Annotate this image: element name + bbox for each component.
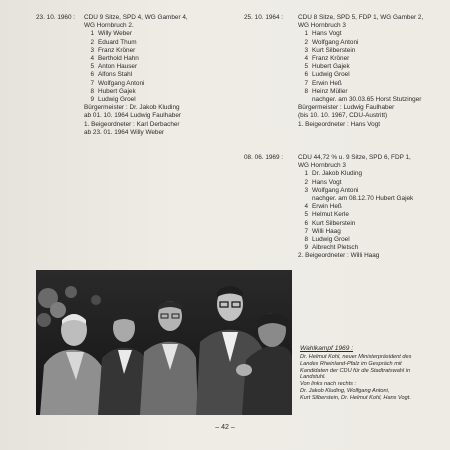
member-rank: 5: [304, 211, 308, 219]
member-rank: 2: [304, 38, 308, 46]
member-rank: 8: [90, 87, 94, 95]
member-rank: 4: [304, 203, 308, 211]
member-list: [84, 30, 188, 104]
member-item: [84, 96, 188, 104]
election-date: 23. 10. 1960 :: [36, 14, 76, 21]
member-name: Wolfgang Antoni: [312, 38, 359, 46]
deputy-line: 1. Beigeordneter : Hans Vogt: [298, 120, 381, 128]
successor-note: nachger. am 30.03.65 Horst Stutzinger: [312, 96, 422, 104]
member-name: Berthold Hahn: [98, 55, 139, 63]
member-name: Alfons Stahl: [98, 71, 133, 79]
campaign-photo: [36, 270, 292, 415]
member-item: [84, 88, 188, 96]
member-rank: 7: [304, 79, 308, 87]
member-name: Helmut Kerle: [312, 211, 349, 219]
successor-note: nachger. am 08.12.70 Hubert Gajek: [312, 195, 414, 203]
member-item: [298, 88, 423, 96]
deputy-line: 1. Beigeordneter : Karl Derbacher: [84, 120, 180, 128]
member-name: Erwin Heß: [312, 79, 342, 87]
member-rank: 6: [90, 71, 94, 79]
member-rank: 1: [304, 30, 308, 38]
member-item: [298, 187, 413, 195]
member-name: Albrecht Pletsch: [312, 244, 359, 252]
member-item: [298, 47, 423, 55]
member-name: Hans Vogt: [312, 178, 342, 186]
caption-line: Kurt Silberstein, Dr. Helmut Kohl, Hans Vogt.: [300, 394, 411, 401]
member-name: Ludwig Groel: [312, 236, 350, 244]
member-item: [84, 47, 188, 55]
member-name: Wolfgang Antoni: [312, 186, 359, 194]
member-list: [298, 203, 413, 252]
member-name: Heinz Müller: [312, 87, 348, 95]
page-number: – 42 –: [215, 424, 235, 431]
member-rank: 2: [304, 178, 308, 186]
election-results: [298, 154, 413, 261]
election-results: [298, 14, 423, 129]
result-line: WG Hornbruch 3: [298, 22, 346, 30]
member-name: Wolfgang Antoni: [98, 79, 145, 87]
member-item: [298, 170, 413, 178]
member-item: [298, 80, 423, 88]
caption-line: Landes Rheinland-Pfalz im Gespräch mit: [300, 360, 402, 367]
member-list: [298, 30, 423, 96]
member-name: Kurt Silberstein: [312, 46, 356, 54]
member-name: Hans Vogt: [312, 30, 342, 38]
caption-line: Dr. Helmut Kohl, neuer Ministerpräsident des: [300, 354, 412, 360]
member-item: [298, 71, 423, 79]
member-item: [298, 228, 413, 236]
member-item: [298, 63, 423, 71]
member-item: [84, 39, 188, 47]
member-item: [84, 80, 188, 88]
election-date: 25. 10. 1964 :: [244, 14, 284, 21]
result-line: CDU 8 Sitze, SPD 5, FDP 1, WG Gamber 2,: [298, 14, 424, 21]
member-item: [298, 203, 413, 211]
member-item: [298, 39, 423, 47]
member-rank: 1: [304, 170, 308, 178]
member-item: [298, 211, 413, 219]
caption-line: Von links nach rechts :: [300, 381, 357, 388]
member-rank: 7: [304, 227, 308, 235]
member-rank: 1: [90, 30, 94, 38]
caption-title: Wahlkampf 1969 :: [300, 345, 354, 352]
election-results: [84, 14, 188, 137]
member-name: Franz Kröner: [312, 55, 350, 63]
caption-line: Dr. Jakob Kluding, Wolfgang Antoni,: [300, 387, 390, 394]
photo-image: [36, 270, 292, 415]
photo-caption: [300, 345, 430, 402]
result-line: WG Hornbruch 2.: [84, 22, 134, 30]
result-line: WG Hornbruch 3: [298, 162, 346, 170]
result-line: CDU 9 Sitze, SPD 4, WG Gamber 4,: [84, 14, 188, 21]
election-date: 08. 06. 1969 :: [244, 154, 284, 161]
member-rank: 4: [90, 55, 94, 63]
member-name: Anton Hauser: [98, 63, 138, 71]
deputy-successor-line: ab 23. 01. 1964 Willy Weber: [84, 128, 165, 136]
member-rank: 7: [90, 79, 94, 87]
member-rank: 8: [304, 236, 308, 244]
member-name: Kurt Silberstein: [312, 219, 356, 227]
member-name: Ludwig Groel: [98, 96, 136, 104]
member-item: [298, 55, 423, 63]
member-name: Hubert Gajek: [312, 63, 350, 71]
mayor-line: Bürgermeister : Dr. Jakob Kluding: [84, 104, 180, 112]
member-name: Erwin Heß: [312, 203, 342, 211]
caption-line: Landstuhl.: [300, 374, 326, 381]
member-rank: 5: [90, 63, 94, 71]
member-item: [84, 55, 188, 63]
member-rank: 5: [304, 63, 308, 71]
member-rank: 9: [304, 244, 308, 252]
member-name: Hubert Gajek: [98, 87, 136, 95]
member-item: [84, 30, 188, 38]
mayor-line: Bürgermeister : Ludwig Faulhaber: [298, 104, 395, 112]
member-item: [84, 63, 188, 71]
result-line: CDU 44,72 % u. 9 Sitze, SPD 6, FDP 1,: [298, 154, 411, 161]
member-rank: 3: [304, 186, 308, 194]
deputy-line: 2. Beigeordneter : Willi Haag: [298, 252, 380, 260]
caption-line: Kandidaten der CDU für die Stadtratswahl in: [300, 367, 411, 374]
member-rank: 9: [90, 96, 94, 104]
member-name: Dr. Jakob Kluding: [312, 170, 363, 178]
member-item: [298, 179, 413, 187]
member-name: Ludwig Groel: [312, 71, 350, 79]
mayor-note: (bis 10. 10. 1967, CDU-Austritt): [298, 112, 388, 120]
member-item: [298, 244, 413, 252]
member-rank: 3: [90, 46, 94, 54]
member-name: Eduard Thum: [98, 38, 137, 46]
member-rank: 3: [304, 46, 308, 54]
member-rank: 6: [304, 71, 308, 79]
member-rank: 2: [90, 38, 94, 46]
member-item: [298, 220, 413, 228]
member-item: [298, 30, 423, 38]
member-name: Willy Weber: [98, 30, 132, 38]
member-name: Willi Haag: [312, 227, 341, 235]
member-list: [298, 170, 413, 195]
mayor-successor-line: ab 01. 10. 1964 Ludwig Faulhaber: [84, 112, 181, 120]
member-item: [298, 236, 413, 244]
member-rank: 8: [304, 87, 308, 95]
member-name: Franz Kröner: [98, 46, 136, 54]
member-rank: 6: [304, 219, 308, 227]
member-rank: 4: [304, 55, 308, 63]
member-item: [84, 71, 188, 79]
